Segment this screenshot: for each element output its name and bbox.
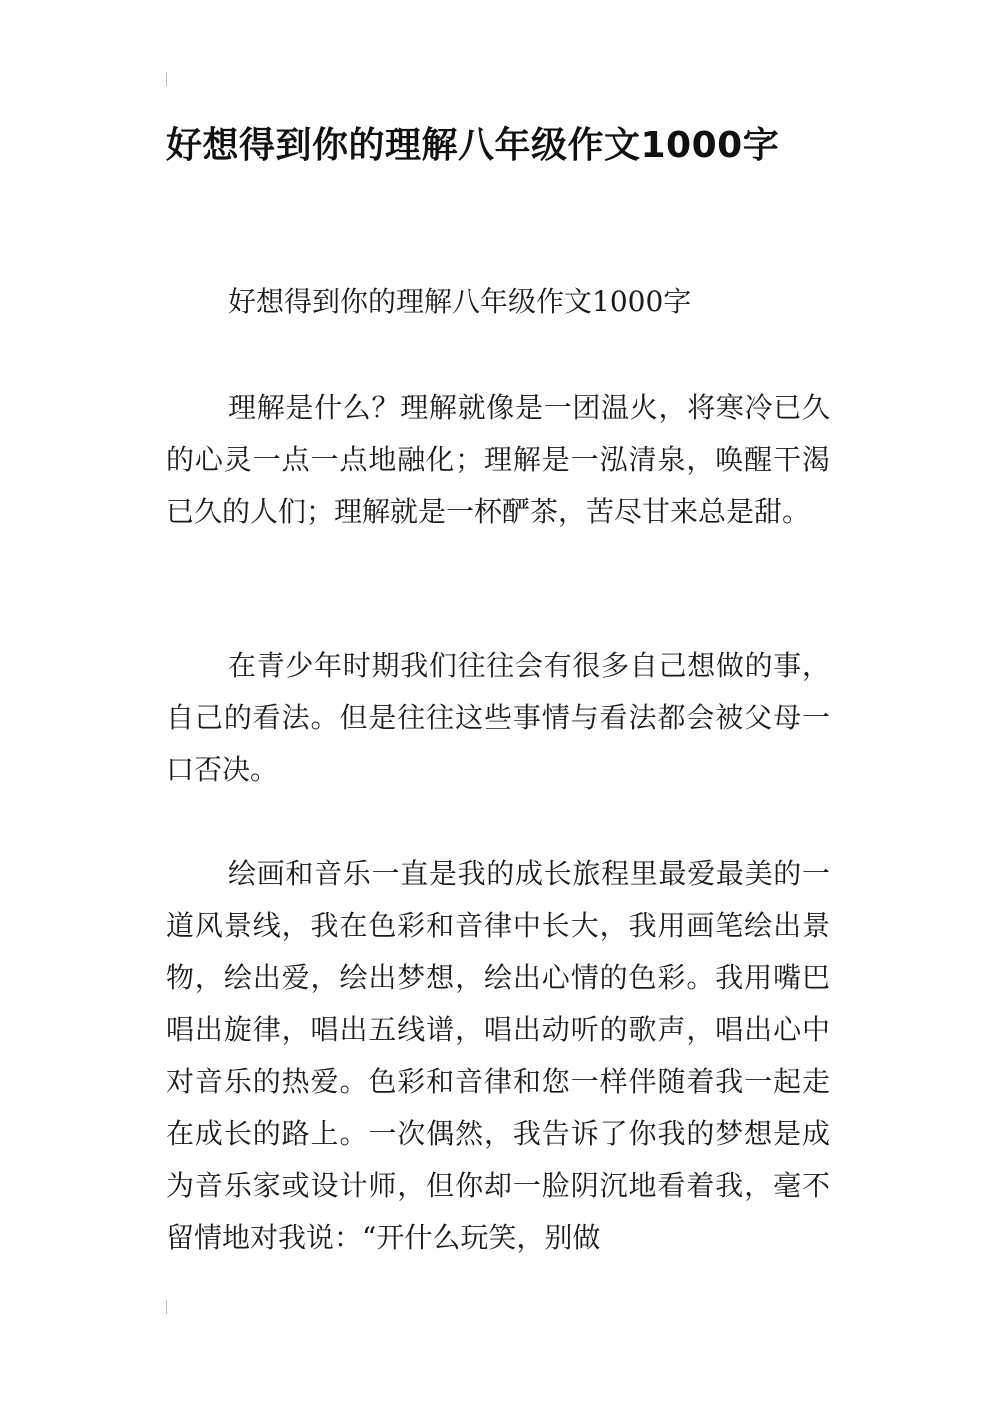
- page-corner-mark-bottom: [166, 1300, 167, 1314]
- paragraph-2: 在青少年时期我们往往会有很多自己想做的事，自己的看法。但是往往这些事情与看法都会被父母一口否决。: [166, 649, 830, 786]
- document-subtitle: 好想得到你的理解八年级作文1000字: [228, 285, 692, 318]
- paragraph-3: 绘画和音乐一直是我的成长旅程里最爱最美的一道风景线，我在色彩和音律中长大，我用画笔绘出景物，绘出爱，绘出梦想，绘出心情的色彩。我用嘴巴唱出旋律，唱出五线谱，唱出动听的歌声，唱出心中对音乐的热爱。色彩和音律和您一样伴随着我一起走在成长的路上。一次偶然，我告诉了你我的梦想是成为音乐家或设计师，但你却一脸阴沉地看着我，毫不留情地对我说：“开什么玩笑，别做: [166, 857, 830, 1254]
- page-corner-mark-top: [166, 72, 167, 86]
- document-title: 好想得到你的理解八年级作文1000字: [166, 125, 780, 166]
- paragraph-1: 理解是什么？理解就像是一团温火，将寒冷已久的心灵一点一点地融化；理解是一泓清泉，唤醒干渴已久的人们；理解就是一杯酽茶，苦尽甘来总是甜。: [166, 391, 830, 528]
